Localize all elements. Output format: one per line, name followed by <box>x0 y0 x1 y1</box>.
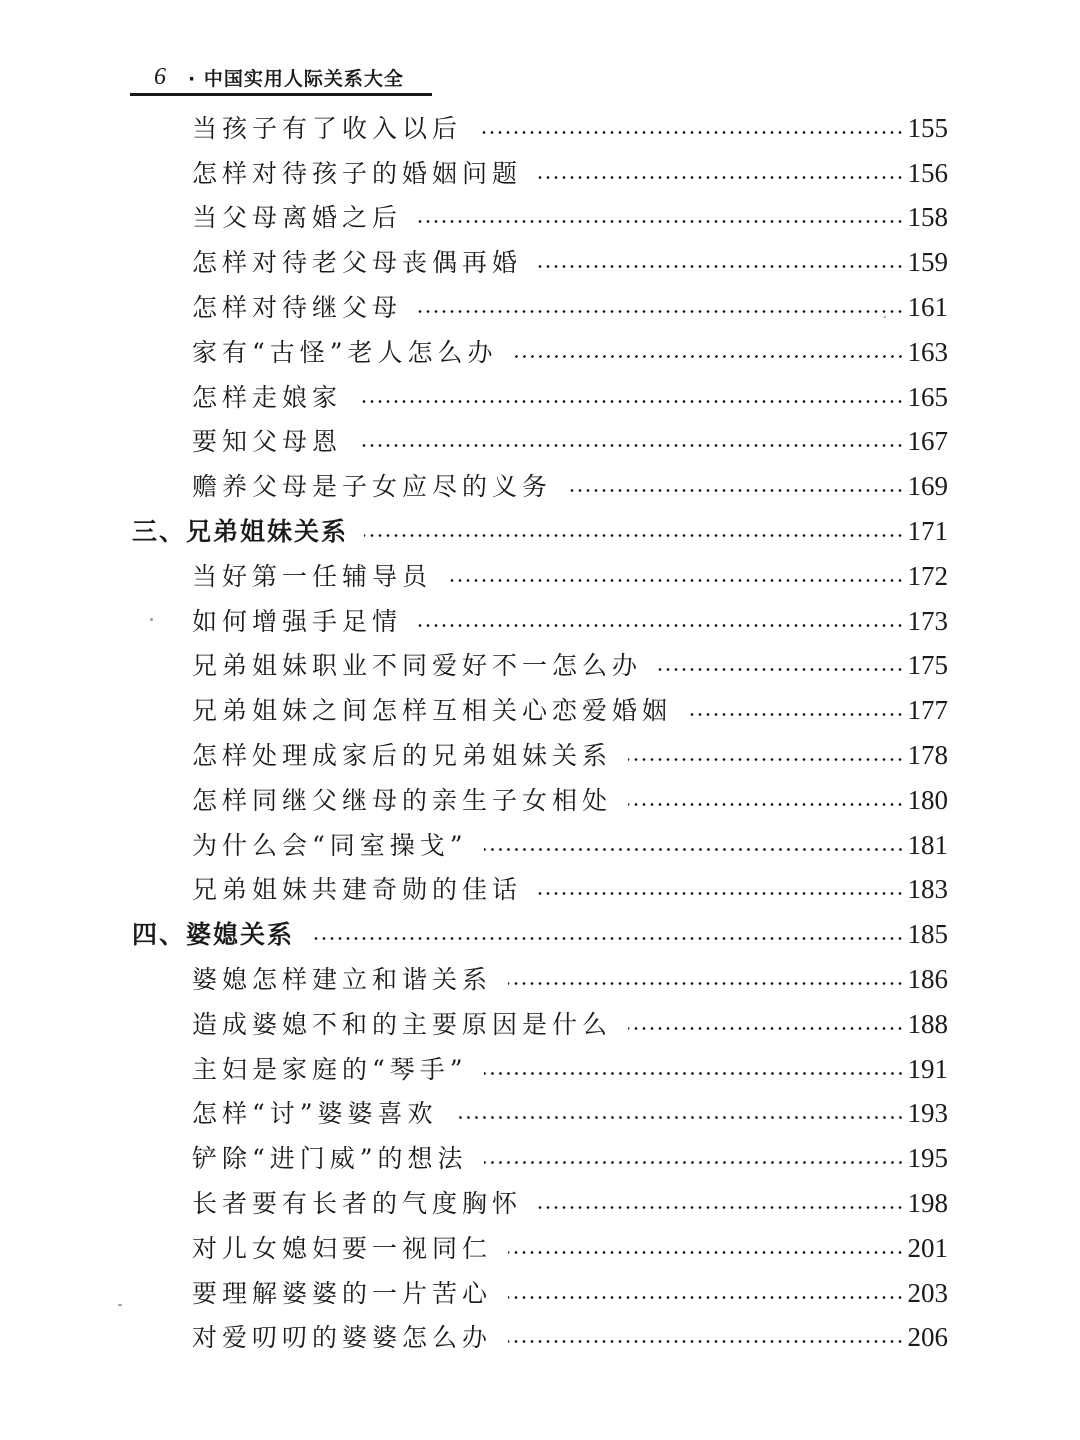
entry-title: 主妇是家庭的“琴手” <box>192 1054 468 1084</box>
entry-page-number: 195 <box>907 1143 948 1174</box>
dot-leader <box>484 1072 904 1075</box>
entry-title: 当好第一任辅导员 <box>192 561 433 591</box>
toc-entry <box>0 464 1080 509</box>
dot-leader <box>484 848 904 851</box>
toc-entry <box>0 196 1080 241</box>
dot-leader <box>310 937 904 940</box>
entry-page-number: 169 <box>907 471 948 502</box>
entry-title: 对爱叨叨的婆婆怎么办 <box>192 1323 493 1353</box>
dot-leader <box>628 1027 904 1030</box>
entry-page-number: 188 <box>907 1008 948 1039</box>
dot-leader <box>508 1296 904 1299</box>
dot-leader <box>484 1161 904 1164</box>
entry-page-number: 191 <box>907 1053 948 1084</box>
dot-leader <box>538 892 904 895</box>
dot-leader <box>688 713 904 716</box>
entry-title: 如何增强手足情 <box>192 606 403 636</box>
entry-title: 为什么会“同室操戈” <box>192 830 468 860</box>
entry-title: 兄弟姐妹共建奇勋的佳话 <box>192 875 523 905</box>
toc-entry <box>0 957 1080 1002</box>
entry-page-number: 156 <box>907 157 948 188</box>
running-header <box>130 58 432 96</box>
entry-title: 赡养父母是子女应尽的义务 <box>192 472 553 502</box>
entry-title: 长者要有长者的气度胸怀 <box>192 1189 523 1219</box>
dot-leader <box>454 1116 904 1119</box>
toc-entry <box>0 1226 1080 1271</box>
dot-leader <box>478 131 904 134</box>
toc-entry <box>0 1136 1080 1181</box>
toc-section-heading <box>0 912 1080 957</box>
entry-page-number: 172 <box>907 560 948 591</box>
dot-leader <box>568 489 904 492</box>
entry-title: 怎样同继父继母的亲生子女相处 <box>192 785 613 815</box>
entry-page-number: 165 <box>907 381 948 412</box>
dot-leader <box>628 758 904 761</box>
toc-entry <box>0 1181 1080 1226</box>
entry-page-number: 173 <box>907 605 948 636</box>
entry-title: 造成婆媳不和的主要原因是什么 <box>192 1009 613 1039</box>
entry-title: 怎样走娘家 <box>192 382 343 412</box>
entry-title: 怎样对待继父母 <box>192 293 403 323</box>
entry-page-number: 163 <box>907 336 948 367</box>
toc-entry <box>0 106 1080 151</box>
toc-entry <box>0 644 1080 689</box>
toc-entry <box>0 599 1080 644</box>
dot-leader <box>514 355 904 358</box>
entry-title: 怎样对待孩子的婚姻问题 <box>192 158 523 188</box>
entry-page-number: 185 <box>907 919 948 950</box>
toc-entry <box>0 240 1080 285</box>
toc-entry <box>0 1092 1080 1137</box>
entry-page-number: 177 <box>907 695 948 726</box>
toc-entry <box>0 420 1080 465</box>
toc-entry <box>0 688 1080 733</box>
entry-title: 当父母离婚之后 <box>192 203 403 233</box>
toc-entry <box>0 554 1080 599</box>
entry-page-number: 159 <box>907 247 948 278</box>
entry-title: 怎样处理成家后的兄弟姐妹关系 <box>192 741 613 771</box>
dot-leader <box>538 176 904 179</box>
entry-page-number: 167 <box>907 426 948 457</box>
section-title: 三、兄弟姐妹关系 <box>132 517 349 547</box>
dot-leader <box>508 1251 904 1254</box>
entry-title: 婆媳怎样建立和谐关系 <box>192 965 493 995</box>
dot-leader <box>538 1206 904 1209</box>
entry-title: 怎样对待老父母丧偶再婚 <box>192 248 523 278</box>
dot-leader <box>628 803 904 806</box>
toc-entry <box>0 733 1080 778</box>
toc-section-heading <box>0 509 1080 554</box>
entry-title: 兄弟姐妹职业不同爱好不一怎么办 <box>192 651 643 681</box>
toc-entry <box>0 823 1080 868</box>
toc-entry <box>0 778 1080 823</box>
entry-page-number: 201 <box>907 1232 948 1263</box>
dot-leader <box>508 982 904 985</box>
scan-speck <box>150 618 153 621</box>
entry-page-number: 175 <box>907 650 948 681</box>
entry-page-number: 161 <box>907 292 948 323</box>
entry-page-number: 193 <box>907 1098 948 1129</box>
table-of-contents <box>0 106 1080 1360</box>
section-title: 四、婆媳关系 <box>132 920 295 950</box>
dot-leader <box>418 624 904 627</box>
scan-speck <box>884 316 886 318</box>
dot-leader <box>358 444 904 447</box>
toc-entry <box>0 1047 1080 1092</box>
entry-page-number: 186 <box>907 964 948 995</box>
toc-entry <box>0 375 1080 420</box>
entry-page-number: 181 <box>907 829 948 860</box>
entry-title: 家有“古怪”老人怎么办 <box>192 337 498 367</box>
entry-page-number: 158 <box>907 202 948 233</box>
dot-leader <box>508 1340 904 1343</box>
dot-leader <box>658 668 904 671</box>
toc-entry <box>0 1271 1080 1316</box>
entry-page-number: 198 <box>907 1188 948 1219</box>
toc-entry <box>0 151 1080 196</box>
dot-leader <box>418 220 904 223</box>
entry-title: 兄弟姐妹之间怎样互相关心恋爱婚姻 <box>192 696 673 726</box>
entry-page-number: 183 <box>907 874 948 905</box>
entry-page-number: 178 <box>907 740 948 771</box>
entry-title: 对儿女媳妇要一视同仁 <box>192 1233 493 1263</box>
toc-entry <box>0 1002 1080 1047</box>
dot-leader <box>448 579 904 582</box>
entry-page-number: 171 <box>907 516 948 547</box>
dot-leader <box>358 400 904 403</box>
entry-page-number: 206 <box>907 1322 948 1353</box>
entry-page-number: 203 <box>907 1277 948 1308</box>
entry-page-number: 155 <box>907 112 948 143</box>
toc-entry <box>0 1316 1080 1361</box>
dot-leader <box>364 534 904 537</box>
entry-page-number: 180 <box>907 784 948 815</box>
toc-entry <box>0 330 1080 375</box>
dot-leader <box>418 310 904 313</box>
book-title: · 中国实用人际关系大全 <box>188 68 404 90</box>
entry-title: 要理解婆婆的一片苦心 <box>192 1278 493 1308</box>
toc-entry <box>0 868 1080 913</box>
entry-title: 要知父母恩 <box>192 427 343 457</box>
scan-speck <box>118 1304 122 1306</box>
page-number: 6 <box>154 64 166 90</box>
toc-entry <box>0 285 1080 330</box>
entry-title: 当孩子有了收入以后 <box>192 113 463 143</box>
entry-title: 铲除“进门威”的想法 <box>192 1144 468 1174</box>
dot-leader <box>538 265 904 268</box>
entry-title: 怎样“讨”婆婆喜欢 <box>192 1099 438 1129</box>
